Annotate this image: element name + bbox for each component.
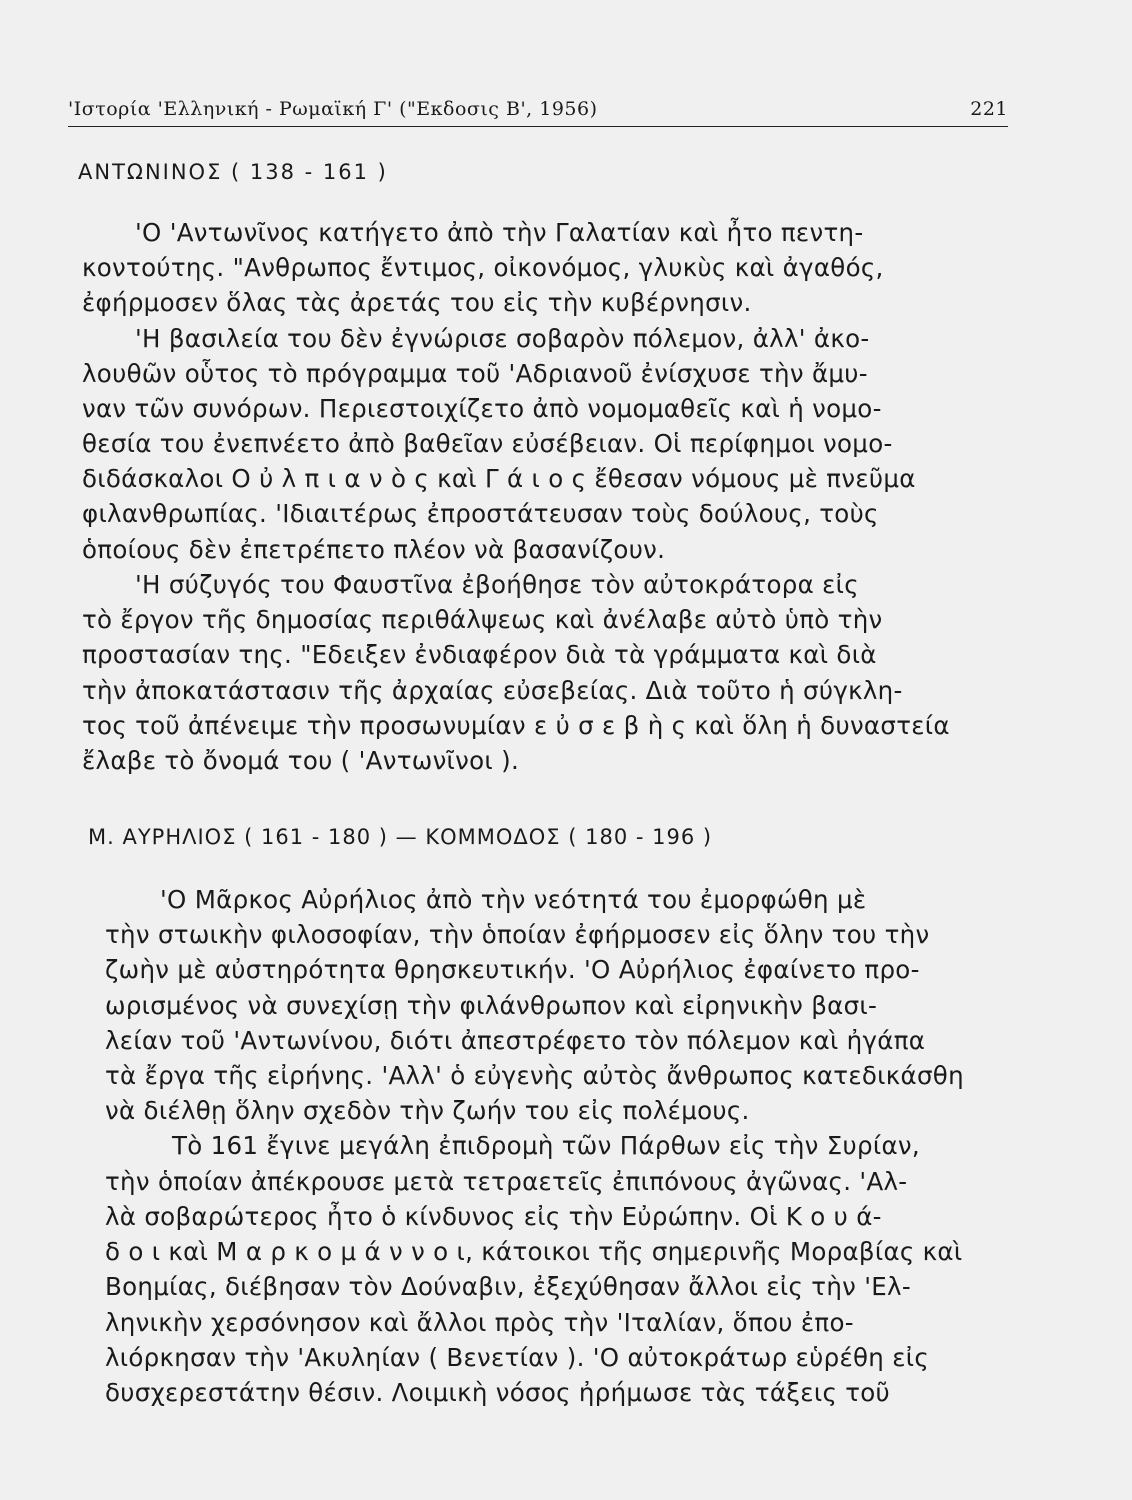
text-line: ὁποίους δὲν ἐπετρέπετο πλέον νὰ βασανίζουν. [82,535,666,564]
text-line: ἐφήρμοσεν ὅλας τὰς ἀρετάς του εἰς τὴν κυβέρνησιν. [82,288,752,317]
text-line: δ ο ι καὶ Μ α ρ κ ο μ ά ν ν ο ι, κάτοικοι τῆς σημερινῆς Μοραβίας καὶ [105,1237,963,1266]
text-line: ληνικὴν χερσόνησον καὶ ἄλλοι πρὸς τὴν 'Ιταλίαν, ὅπου ἐπο- [105,1308,854,1337]
text-line: τὴν ἀποκατάστασιν τῆς ἀρχαίας εὐσεβείας. Διὰ τοῦτο ἡ σύγκλη- [82,676,903,705]
text-line: 'Ο 'Αντωνῖνος κατήγετο ἀπὸ τὴν Γαλατίαν καὶ ἦτο πεντη- [135,218,864,247]
text-line: δυσχερεστάτην θέσιν. Λοιμικὴ νόσος ἠρήμωσε τὰς τάξεις τοῦ [105,1378,891,1407]
text-line: διδάσκαλοι Ο ὐ λ π ι α ν ὸ ς καὶ Γ ά ι ο ς ἔθεσαν νόμους μὲ πνεῦμα [82,464,916,493]
text-line: ἔλαβε τὸ ὄνομά του ( 'Αντωνῖνοι ). [82,746,520,775]
text-line: τὴν στωικὴν φιλοσοφίαν, τὴν ὁποίαν ἐφήρμοσεν εἰς ὅλην του τὴν [105,920,930,949]
page-number: 221 [970,98,1008,120]
section-heading-aurelius-commodus: Μ. ΑΥΡΗΛΙΟΣ ( 161 - 180 ) — ΚΟΜΜΟΔΟΣ ( 180 - 196 ) [88,825,713,849]
text-line: Τὸ 161 ἔγινε μεγάλη ἐπιδρομὴ τῶν Πάρθων εἰς τὴν Συρίαν, [172,1131,920,1160]
text-line: λιόρκησαν τὴν 'Ακυληίαν ( Βενετίαν ). 'Ο αὐτοκράτωρ εὑρέθη εἰς [105,1343,930,1372]
text-line: τος τοῦ ἀπένειμε τὴν προσωνυμίαν ε ὐ σ ε β ὴ ς καὶ ὅλη ἡ δυναστεία [82,711,950,740]
text-line: Βοημίας, διέβησαν τὸν Δούναβιν, ἐξεχύθησαν ἄλλοι εἰς τὴν 'Ελ- [105,1272,911,1301]
text-line: ωρισμένος νὰ συνεχίσῃ τὴν φιλάνθρωπον καὶ εἰρηνικὴν βασι- [105,991,878,1020]
text-line: 'Η βασιλεία του δὲν ἐγνώρισε σοβαρὸν πόλεμον, ἀλλ' ἀκο- [135,324,870,353]
section-heading-antoninus: ΑΝΤΩΝΙΝΟΣ ( 138 - 161 ) [78,160,388,184]
text-line: τὴν ὁποίαν ἀπέκρουσε μετὰ τετραετεῖς ἐπιπόνους ἀγῶνας. 'Αλ- [105,1167,908,1196]
text-line: τὸ ἔργον τῆς δημοσίας περιθάλψεως καὶ ἀνέλαβε αὐτὸ ὑπὸ τὴν [82,605,883,634]
text-line: ζωὴν μὲ αὐστηρότητα θρησκευτικήν. 'Ο Αὐρήλιος ἐφαίνετο προ- [105,955,920,984]
text-line: ναν τῶν συνόρων. Περιεστοιχίζετο ἀπὸ νομομαθεῖς καὶ ἡ νομο- [82,394,882,423]
text-line: τὰ ἔργα τῆς εἰρήνης. 'Αλλ' ὁ εὐγενὴς αὐτὸς ἄνθρωπος κατεδικάσθη [105,1061,964,1090]
text-line: 'Ο Μᾶρκος Αὐρήλιος ἀπὸ τὴν νεότητά του ἐμορφώθη μὲ [160,885,867,914]
text-line: λουθῶν οὗτος τὸ πρόγραμμα τοῦ 'Αδριανοῦ ἐνίσχυσε τὴν ἄμυ- [82,359,868,388]
book-title: 'Ιστορία 'Ελληνική - Ρωμαϊκή Γ' ("Εκδοσις Β', 1956) [68,98,598,120]
text-line: 'Η σύζυγός του Φαυστῖνα ἐβοήθησε τὸν αὐτοκράτορα εἰς [135,570,859,599]
text-line: θεσία του ἐνεπνέετο ἀπὸ βαθεῖαν εὐσέβειαν. Οἱ περίφημοι νομο- [82,429,893,458]
running-header [68,90,1008,127]
text-line: λείαν τοῦ 'Αντωνίνου, διότι ἀπεστρέφετο τὸν πόλεμον καὶ ἠγάπα [105,1026,926,1055]
text-line: φιλανθρωπίας. 'Ιδιαιτέρως ἐπροστάτευσαν τοὺς δούλους, τοὺς [82,499,879,528]
text-line: λὰ σοβαρώτερος ἦτο ὁ κίνδυνος εἰς τὴν Εὐρώπην. Οἱ Κ ο υ ά- [105,1202,882,1231]
text-line: κοντούτης. "Ανθρωπος ἔντιμος, οἰκονόμος, γλυκὺς καὶ ἀγαθός, [82,253,884,282]
text-line: νὰ διέλθῃ ὅλην σχεδὸν τὴν ζωήν του εἰς πολέμους. [105,1096,750,1125]
text-line: προστασίαν της. "Εδειξεν ἐνδιαφέρον διὰ τὰ γράμματα καὶ διὰ [82,640,877,669]
